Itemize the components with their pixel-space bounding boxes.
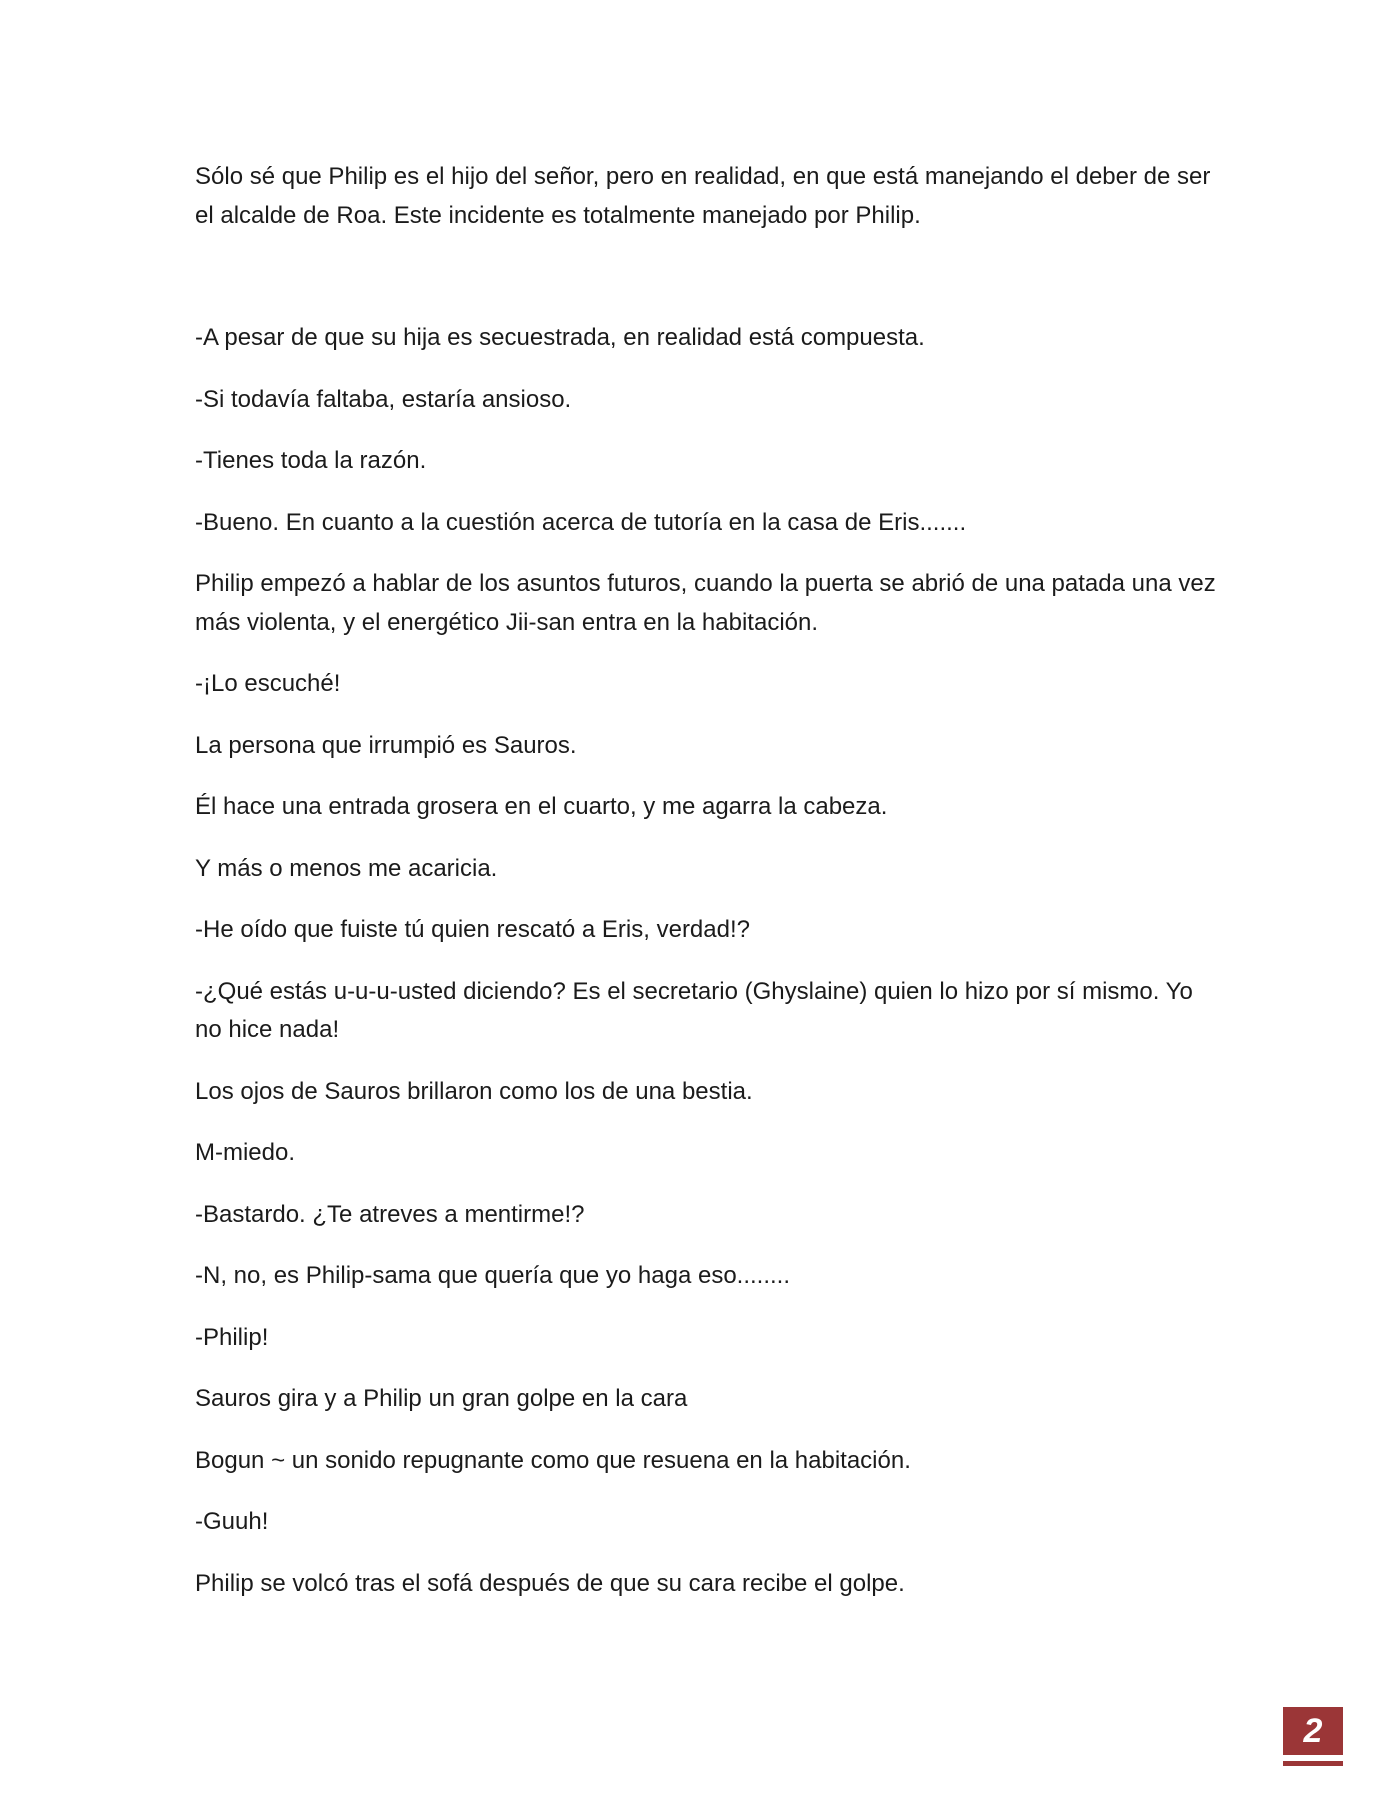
paragraph: Los ojos de Sauros brillaron como los de una bestia. [195,1077,753,1105]
dialogue-line: -A pesar de que su hija es secuestrada, en realidad está compuesta. [195,324,925,351]
paragraph: Sólo sé que Philip es el hijo del señor, pero en realidad, en que está manejando el deber de ser el alcalde de Roa. Este incidente es totalmente manejado por Philip. [195,163,1211,229]
paragraph: Él hace una entrada grosera en el cuarto, y me agarra la cabeza. [195,793,888,820]
page-body [195,158,1225,1603]
dialogue-line: -N, no, es Philip-sama que quería que yo haga eso........ [195,1262,791,1289]
dialogue-line: -He oído que fuiste tú quien rescató a Eris, verdad!? [195,916,750,943]
paragraph: Y más o menos me acaricia. [195,854,498,882]
dialogue-line: -Guuh! [195,1508,269,1535]
dialogue-line: -¡Lo escuché! [195,670,341,697]
paragraph: M-miedo. [195,1139,296,1166]
dialogue-line: -Bastardo. ¿Te atreves a mentirme!? [195,1200,585,1228]
paragraph: La persona que irrumpió es Sauros. [195,731,577,759]
dialogue-line: -Bueno. En cuanto a la cuestión acerca de tutoría en la casa de Eris....... [195,508,967,536]
paragraph: Philip se volcó tras el sofá después de que su cara recibe el golpe. [195,1569,905,1597]
page-number: 2 [1303,1712,1323,1750]
page-number-underline [1283,1761,1343,1766]
dialogue-line: -¿Qué estás u-u-u-usted diciendo? Es el secretario (Ghyslaine) quien lo hizo por sí mismo. Yo no hice nada! [195,977,1193,1043]
dialogue-line: -Philip! [195,1323,269,1351]
paragraph: Bogun ~ un sonido repugnante como que resuena en la habitación. [195,1446,911,1474]
paragraph: Philip empezó a hablar de los asuntos futuros, cuando la puerta se abrió de una patada una vez más violenta, y el energético Jii-san entra en la habitación. [195,570,1216,636]
page-number-badge [1283,1707,1343,1755]
paragraph: Sauros gira y a Philip un gran golpe en la cara [195,1385,688,1412]
dialogue-line: -Si todavía faltaba, estaría ansioso. [195,385,572,413]
dialogue-line: -Tienes toda la razón. [195,447,427,474]
